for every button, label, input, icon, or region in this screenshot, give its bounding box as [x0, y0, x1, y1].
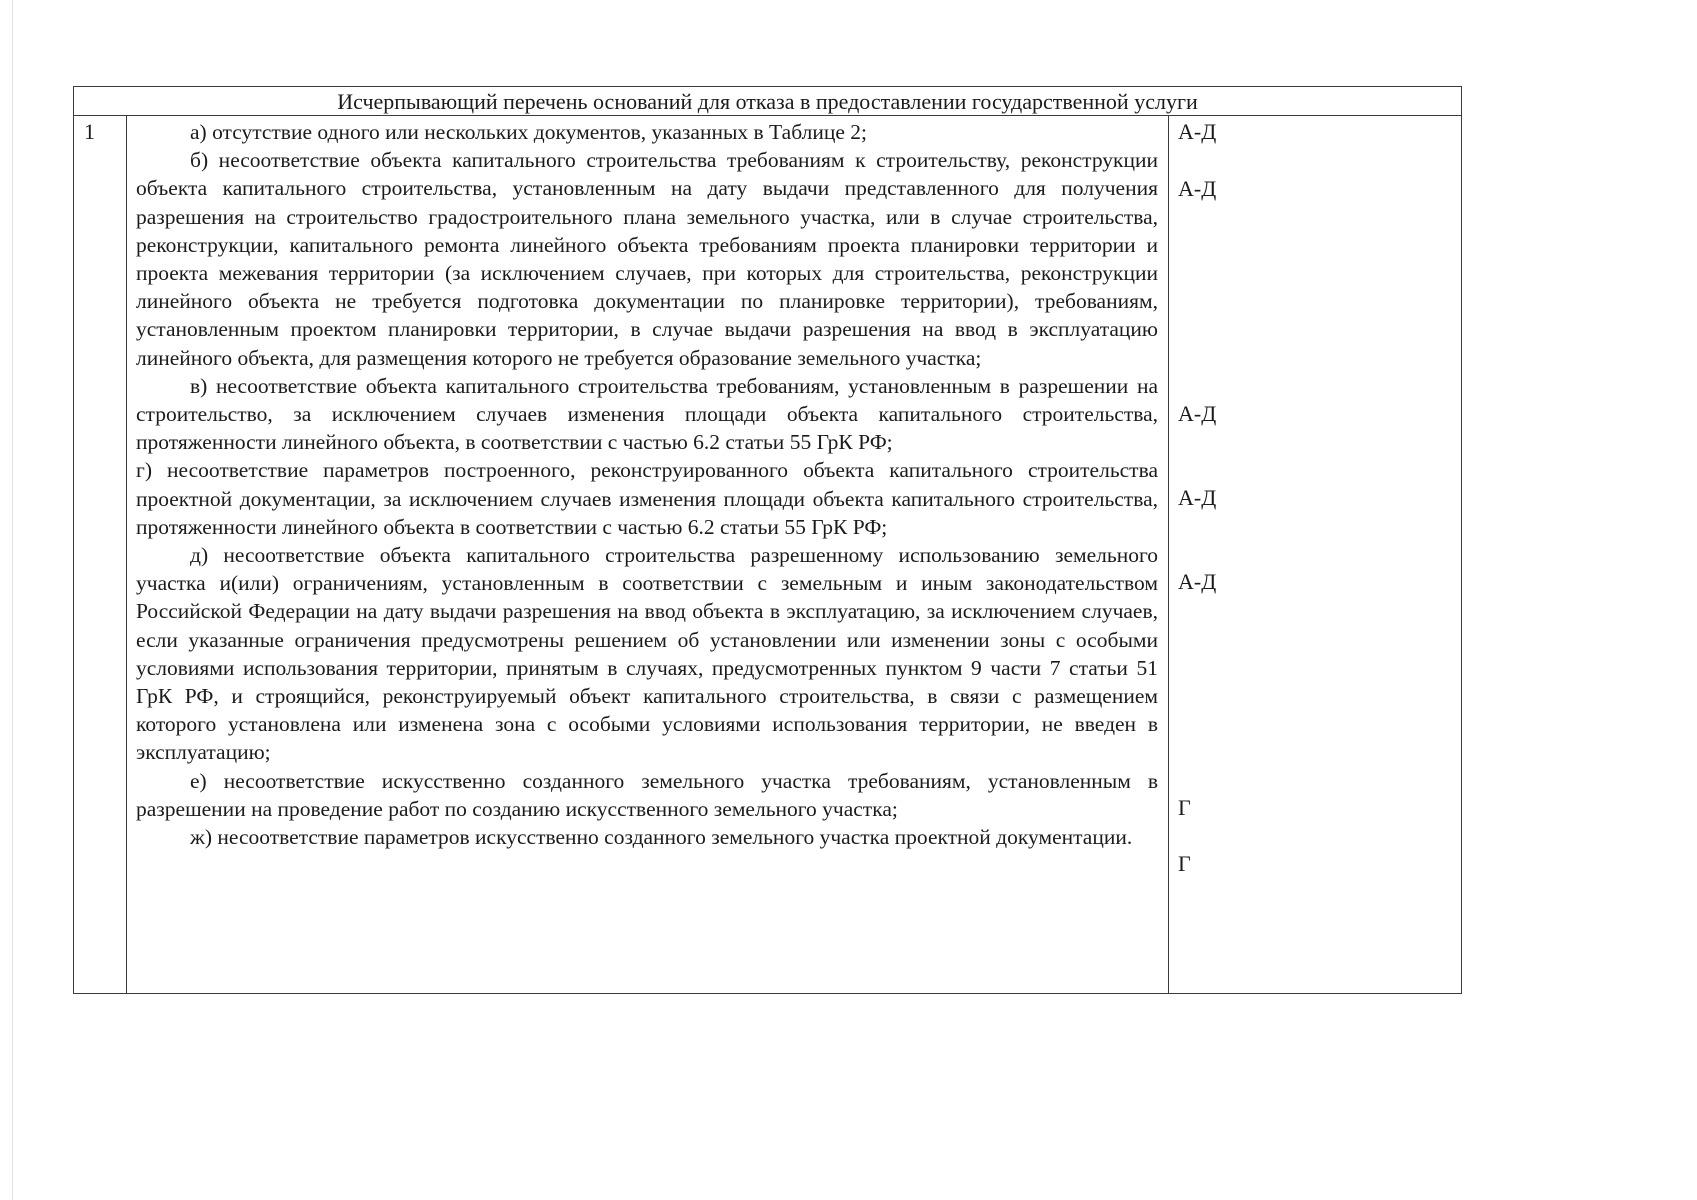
- mark-item-zh: Г: [1178, 851, 1191, 876]
- mark-item-d: А-Д: [1178, 569, 1217, 594]
- mark-item-v: А-Д: [1178, 401, 1217, 426]
- mark-item-a: А-Д: [1178, 119, 1217, 144]
- mark-item-e: Г: [1178, 795, 1191, 820]
- scan-edge-line: [12, 0, 13, 1200]
- ground-item-d: д) несоответствие объекта капитального строительства разрешенному использованию земельного участка и(или) ограничениям, установленным в соответствии с земельным и иным законодательством Российской Федерации на дату выдачи разрешения на ввод объекта в эксплуатацию, за исключением случаев, если указанные ограничения предусмотрены решением об установлении или изменении зоны с особыми условиями использования территории, принятым в случаях, предусмотренных пунктом 9 части 7 статьи 51 ГрК РФ, и строящийся, реконструируемый объект капитального строительства, в связи с размещением которого установлена или изменена зона с особыми условиями использования территории, не введен в эксплуатацию;: [136, 543, 1158, 765]
- grounds-list: [136, 118, 1158, 851]
- ground-item-v: в) несоответствие объекта капитального строительства требованиям, установленным в разрешении на строительство, за исключением случаев изменения площади объекта капитального строительства, протяженности линейного объекта, в соответствии с частью 6.2 статьи 55 ГрК РФ;: [136, 373, 1158, 455]
- column-divider-number: [126, 116, 127, 993]
- column-divider-marks: [1168, 116, 1169, 993]
- table-header: Исчерпывающий перечень оснований для отказа в предоставлении государственной услуги: [74, 87, 1461, 116]
- mark-item-b: А-Д: [1178, 176, 1217, 201]
- ground-item-g: г) несоответствие параметров построенного, реконструированного объекта капитального строительства проектной документации, за исключением случаев изменения площади объекта капитального строительства, протяженности линейного объекта в соответствии с частью 6.2 статьи 55 ГрК РФ;: [136, 458, 1158, 539]
- ground-item-zh: ж) несоответствие параметров искусственно созданного земельного участка проектной документации.: [190, 825, 1133, 850]
- ground-item-a: а) отсутствие одного или нескольких документов, указанных в Таблице 2;: [190, 120, 867, 144]
- ground-item-e: е) несоответствие искусственно созданного земельного участка требованиям, установленным в разрешении на проведение работ по созданию искусственного земельного участка;: [136, 768, 1158, 821]
- row-number: 1: [84, 119, 95, 144]
- ground-item-b: б) несоответствие объекта капитального строительства требованиям к строительству, реконструкции объекта капитального строительства, установленным на дату выдачи представленного для получения разрешения на строительство градостроительного плана земельного участка, или в случае строительства, реконструкции, капитального ремонта линейного объекта требованиям проекта планировки территории и проекта межевания территории (за исключением случаев, при которых для строительства, реконструкции линейного объекта не требуется подготовка документации по планировке территории), требованиям, установленным проектом планировки территории, в случае выдачи разрешения на ввод в эксплуатацию линейного объекта, для размещения которого не требуется образование земельного участка;: [136, 148, 1158, 370]
- mark-item-g: А-Д: [1178, 485, 1217, 510]
- refusal-grounds-table: [73, 86, 1462, 994]
